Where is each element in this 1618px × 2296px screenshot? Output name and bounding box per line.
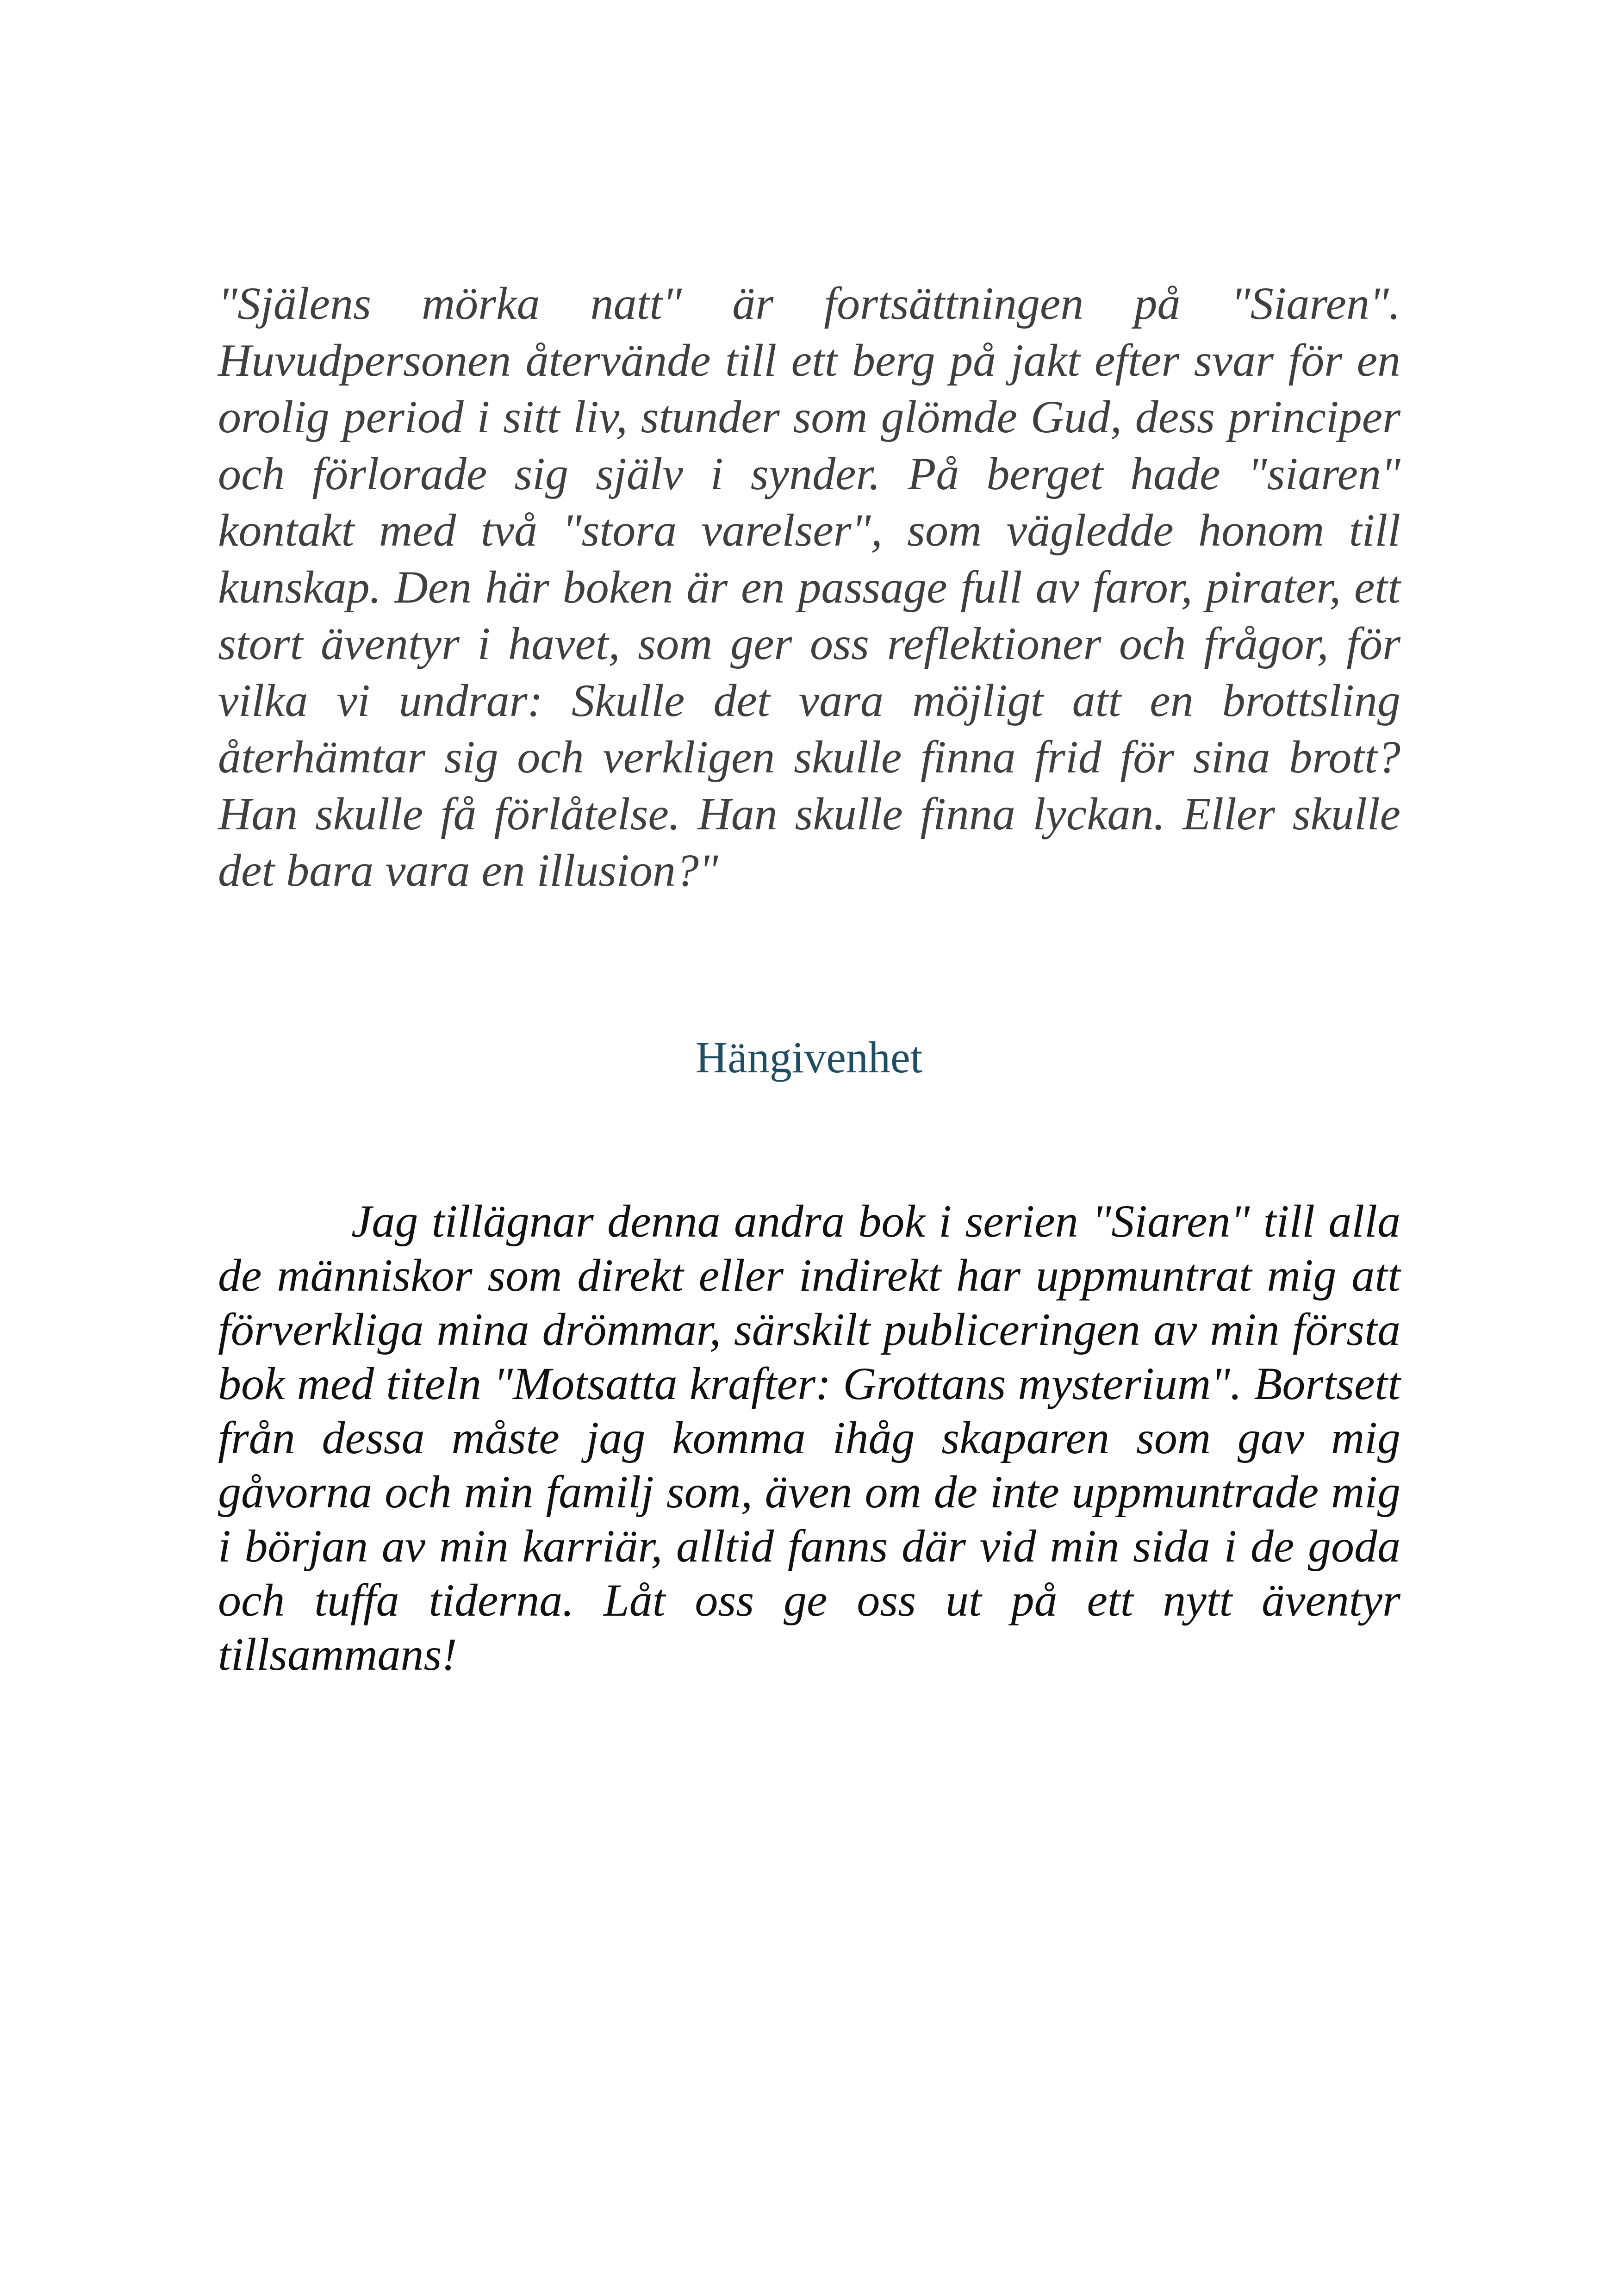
dedication-paragraph: Jag tillägnar denna andra bok i serien "Siaren" till alla de människor som direkt eller indirekt har uppmuntrat mig att förverkliga mina drömmar, särskilt publiceringen av min första bok med titeln "Motsatta krafter: Grottans mysterium". Bortsett från dessa måste jag komma ihåg skaparen som gav mig gåvorna och min familj som, även om de inte uppmuntrade mig i början av min karriär, alltid fanns där vid min sida i de goda och tuffa tiderna. Låt oss ge oss ut på ett nytt äventyr tillsammans! <box>218 1195 1400 1680</box>
synopsis-paragraph: "Själens mörka natt" är fortsättningen på "Siaren". Huvudpersonen återvände till ett berg på jakt efter svar för en orolig period i sitt liv, stunder som glömde Gud, dess principer och förlorade sig själv i synder. På berget hade "siaren" kontakt med två "stora varelser", som vägledde honom till kunskap. Den här boken är en passage full av faror, pirater, ett stort äventyr i havet, som ger oss reflektioner och frågor, för vilka vi undrar: Skulle det vara möjligt att en brottsling återhämtar sig och verkligen skulle finna frid för sina brott? Han skulle få förlåtelse. Han skulle finna lyckan. Eller skulle det bara vara en illusion?" <box>218 278 1400 896</box>
dedication-heading: Hängivenhet <box>695 1033 923 1082</box>
